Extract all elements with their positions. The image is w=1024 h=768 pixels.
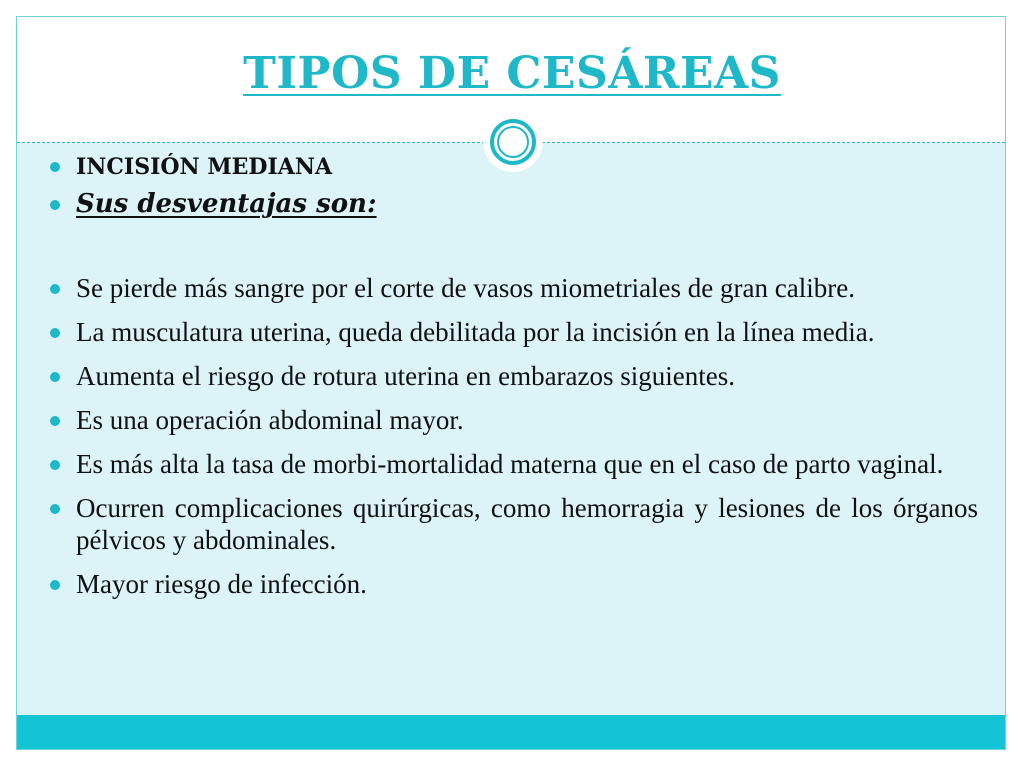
bullet-icon	[50, 200, 60, 210]
bullet-icon	[50, 372, 60, 382]
bullet-icon	[50, 580, 60, 590]
section-subheading: Sus desventajas son:	[76, 189, 377, 219]
list-item	[44, 448, 978, 480]
list-item	[44, 568, 978, 600]
bullet-list	[44, 150, 978, 612]
list-item	[44, 272, 978, 304]
bullet-icon	[50, 460, 60, 470]
bullet-icon	[50, 504, 60, 514]
bullet-icon	[50, 328, 60, 338]
list-item	[44, 360, 978, 392]
list-item-heading	[44, 150, 978, 186]
footer-band	[17, 715, 1005, 749]
list-item-text: Se pierde más sangre por el corte de vasos miometriales de gran calibre.	[76, 273, 855, 303]
slide-title: TIPOS DE CESÁREAS	[243, 48, 781, 99]
list-item-subheading	[44, 186, 978, 228]
list-item-text: Ocurren complicaciones quirúrgicas, como hemorragia y lesiones de los órganos pélvicos y abdominales.	[76, 493, 978, 555]
list-item-text: Aumenta el riesgo de rotura uterina en embarazos siguientes.	[76, 361, 736, 391]
list-item	[44, 316, 978, 348]
section-heading: INCISIÓN MEDIANA	[76, 154, 333, 180]
bullet-icon	[50, 416, 60, 426]
bullet-icon	[50, 284, 60, 294]
list-item-text: La musculatura uterina, queda debilitada por la incisión en la línea media.	[76, 317, 875, 347]
list-item-text: Es una operación abdominal mayor.	[76, 405, 464, 435]
list-item-text: Mayor riesgo de infección.	[76, 569, 367, 599]
bullet-icon	[50, 162, 60, 172]
spacer	[44, 228, 978, 272]
list-item-text: Es más alta la tasa de morbi-mortalidad materna que en el caso de parto vaginal.	[76, 449, 944, 479]
list-item	[44, 404, 978, 436]
list-item	[44, 492, 978, 556]
